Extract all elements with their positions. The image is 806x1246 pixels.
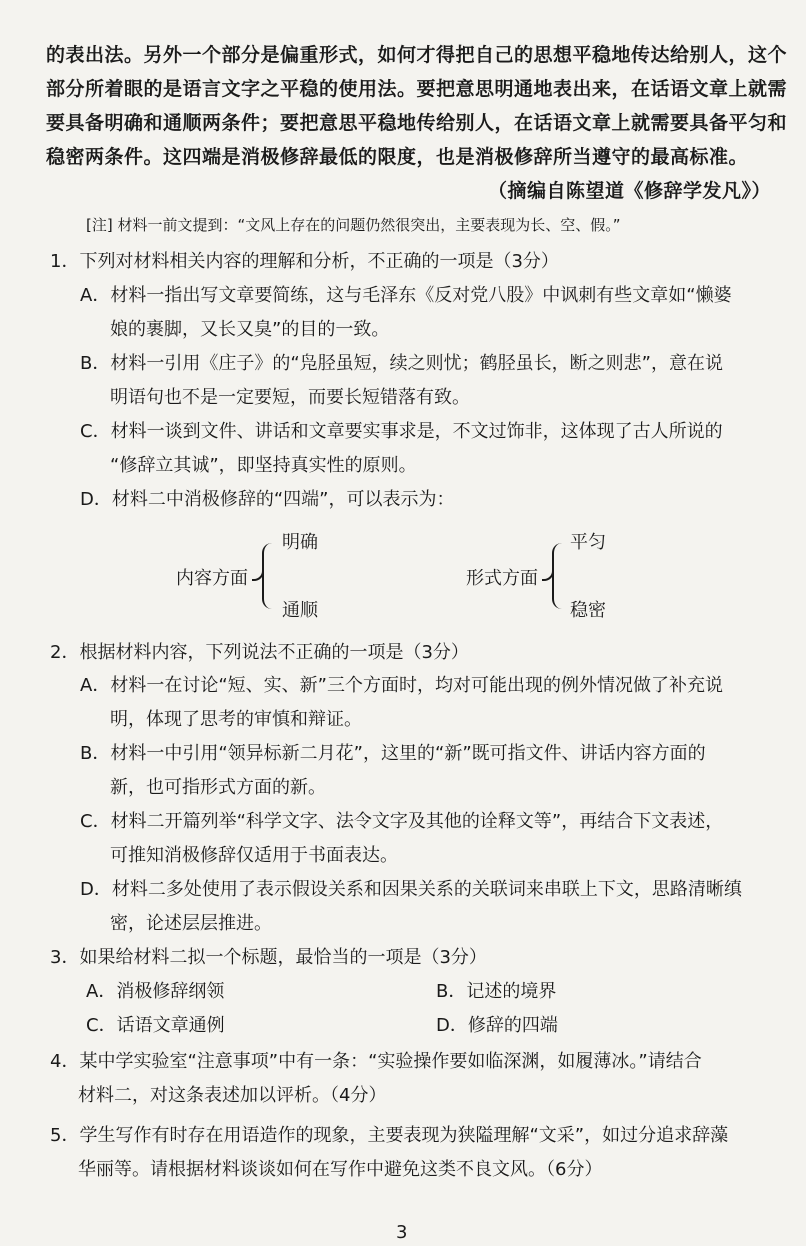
passage-note: [注] 材料一前文提到：“文风上存在的问题仍然很突出，主要表现为长、空、假。” xyxy=(86,216,621,234)
q2-stem: 2．根据材料内容，下列说法不正确的一项是（3分） xyxy=(50,642,469,663)
q1-option-d: D．材料二中消极修辞的“四端”，可以表示为： xyxy=(80,489,455,510)
q3-option-c: C．话语文章通例 xyxy=(86,1015,225,1036)
q1-option-c-1: C．材料一谈到文件、讲话和文章要实事求是，不文过饰非，这体现了古人所说的 xyxy=(80,421,723,442)
diagram-left-top: 明确 xyxy=(282,532,318,553)
q3-option-a: A．消极修辞纲领 xyxy=(86,981,225,1002)
q3-stem: 3．如果给材料二拟一个标题，最恰当的一项是（3分） xyxy=(50,947,487,968)
q2-option-c-1: C．材料二开篇列举“科学文字、法令文字及其他的诠释文等”，再结合下文表述， xyxy=(80,811,724,832)
q1-option-b-2: 明语句也不是一定要短，而要长短错落有致。 xyxy=(110,387,470,408)
q3-option-d: D．修辞的四端 xyxy=(436,1015,558,1036)
passage-source: （摘编自陈望道《修辞学发凡》） xyxy=(488,180,772,202)
diagram-left-bottom: 通顺 xyxy=(282,600,318,621)
diagram-right-top: 平匀 xyxy=(570,532,606,553)
q2-option-d-2: 密，论述层层推进。 xyxy=(110,913,272,934)
q1-option-a-2: 娘的裹脚，又长又臭”的目的一致。 xyxy=(110,319,390,340)
q1-option-c-2: “修辞立其诚”，即坚持真实性的原则。 xyxy=(110,455,417,476)
q5-line-2: 华丽等。请根据材料谈谈如何在写作中避免这类不良文风。（6分） xyxy=(78,1159,603,1180)
q2-option-d-1: D．材料二多处使用了表示假设关系和因果关系的关联词来串联上下文，思路清晰缜 xyxy=(80,879,742,900)
passage-line-3: 要具备明确和通顺两条件；要把意思平稳地传给别人，在话语文章上就需要具备平匀和 xyxy=(46,112,788,134)
q5-line-1: 5．学生写作有时存在用语造作的现象，主要表现为狭隘理解“文采”，如过分追求辞藻 xyxy=(50,1125,729,1146)
q1-stem: 1．下列对材料相关内容的理解和分析，不正确的一项是（3分） xyxy=(50,251,559,272)
q2-option-c-2: 可推知消极修辞仅适用于书面表达。 xyxy=(110,845,398,866)
diagram-right-bottom: 稳密 xyxy=(570,600,606,621)
q2-option-a-1: A．材料一在讨论“短、实、新”三个方面时，均对可能出现的例外情况做了补充说 xyxy=(80,675,723,696)
q4-line-2: 材料二，对这条表述加以评析。（4分） xyxy=(78,1085,387,1106)
q2-option-b-1: B．材料一中引用“领异标新二月花”，这里的“新”既可指文件、讲话内容方面的 xyxy=(80,743,706,764)
passage-line-2: 部分所着眼的是语言文字之平稳的使用法。要把意思明通地表出来，在话语文章上就需 xyxy=(46,78,788,100)
diagram-left-label: 内容方面 xyxy=(176,568,248,589)
right-brace xyxy=(552,543,564,609)
left-brace xyxy=(262,543,274,609)
q2-option-b-2: 新，也可指形式方面的新。 xyxy=(110,777,326,798)
passage-line-4: 稳密两条件。这四端是消极修辞最低的限度，也是消极修辞所当遵守的最高标准。 xyxy=(46,146,749,168)
q3-option-b: B．记述的境界 xyxy=(436,981,557,1002)
page-number: 3 xyxy=(396,1222,408,1243)
q1-option-b-1: B．材料一引用《庄子》的“凫胫虽短，续之则忧；鹤胫虽长，断之则悲”，意在说 xyxy=(80,353,723,374)
q4-line-1: 4．某中学实验室“注意事项”中有一条：“实验操作要如临深渊，如履薄冰。”请结合 xyxy=(50,1051,702,1072)
q2-option-a-2: 明，体现了思考的审慎和辩证。 xyxy=(110,709,362,730)
diagram-right-label: 形式方面 xyxy=(466,568,538,589)
passage-line-1: 的表出法。另外一个部分是偏重形式，如何才得把自己的思想平稳地传达给别人，这个 xyxy=(46,44,788,66)
q1-option-a-1: A．材料一指出写文章要简练，这与毛泽东《反对党八股》中讽刺有些文章如“懒婆 xyxy=(80,285,732,306)
